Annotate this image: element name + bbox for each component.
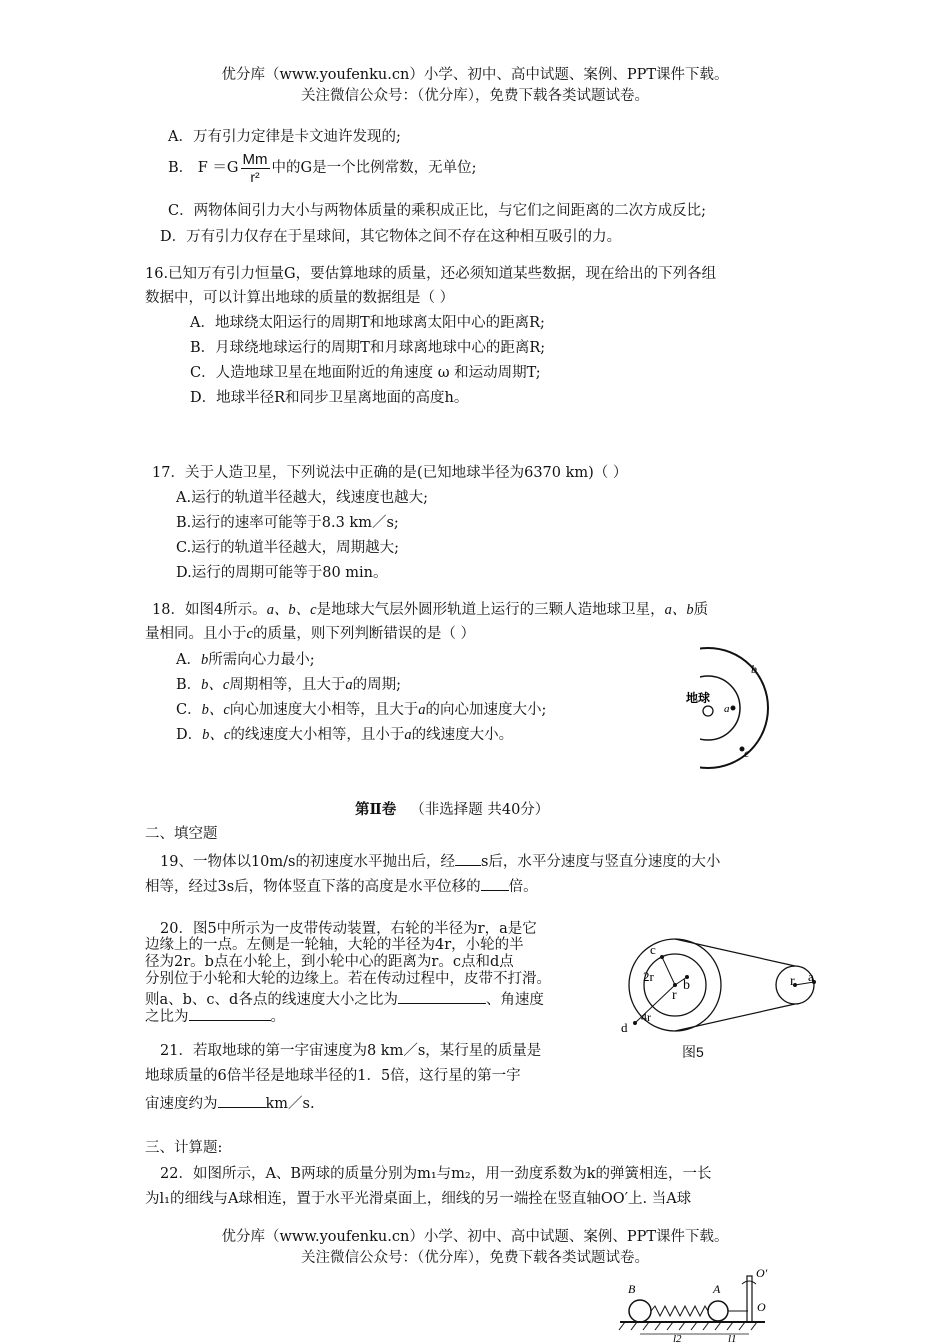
q16-stem-1: 16.已知万有引力恒量G，要估算地球的质量，还必须知道某些数据，现在给出的下列各组 [145,266,717,282]
q18-d-text: 的线速度大小相等，且小于 [230,727,405,743]
part2-title [355,801,549,819]
q18-c-text2: 的向心加速度大小; [425,702,547,718]
q15-option-d: D．万有引力仅存在于星球间，其它物体之间不存在这种相互吸引的力。 [160,229,622,245]
q18-b-var2: a [345,677,353,693]
q15-fraction-num: Mm [242,151,268,168]
q21-line3b: km／s. [265,1096,315,1112]
header-line-2: 关注微信公众号：（优分库），免费下载各类试题试卷。 [301,88,649,104]
q21-line-3 [145,1093,315,1113]
q18-b-var: b、c [201,677,230,693]
fig-label-a: A [713,1282,721,1296]
q18-b-text2: 的周期; [352,677,401,693]
q16-option-d: D．地球半径R和同步卫星离地面的高度h。 [190,390,469,406]
radius-2r [662,957,675,985]
q15-b-prefix: B． F ＝G [168,159,239,176]
q18-option-d [176,727,513,744]
fig4-label-c: c [744,746,750,760]
q17-option-c: C.运行的轨道半径越大，周期越大; [176,540,400,556]
q20-line-2: 边缘上的一点。左侧是一轮轴，大轮的半径为4r，小轮的半 [145,937,524,953]
q18-b-text: 周期相等，且大于 [229,677,346,693]
q18-stem-2a: 量相同。且小于 [145,626,247,642]
q17-stem: 17．关于人造卫星，下列说法中正确的是(已知地球半径为6370 km)（ ） [152,465,628,481]
q18-stem-1c: 质 [693,602,709,618]
q21-blank[interactable] [218,1093,266,1108]
q18-option-a [176,652,315,669]
q18-stem-2 [145,626,475,643]
q18-d-text2: 的线速度大小。 [411,727,514,743]
axle-left [673,983,677,987]
calc-heading: 三、计算题: [145,1140,223,1156]
q18-c-var: b、c [201,702,230,718]
header-line-1: 优分库（www.youfenku.cn）小学、初中、高中试题、案例、PPT课件下载。 [221,67,729,83]
part2-title-rest: （非选择题 共40分） [410,802,550,818]
fig5-label-r2: r [790,974,795,989]
q18-a-text: 所需向心力最小; [208,652,315,668]
q15-fraction-den: r² [250,169,260,185]
figure-q22-spring-system [615,1262,785,1344]
q18-d-var2: a [404,727,412,743]
q16-option-a: A．地球绕太阳运行的周期T和地球离太阳中心的距离R; [190,315,545,331]
figure-4-orbits [660,645,775,770]
q18-b-label: B． [176,677,202,693]
spring [651,1306,708,1316]
q20-line5b: 、角速度 [485,992,544,1008]
fig5-label-4r: 4r [641,1010,651,1024]
q16-option-c: C．人造地球卫星在地面附近的角速度 ω 和运动周期T; [190,365,541,381]
q18-a-var: b [200,652,209,668]
q15-option-a: A．万有引力定律是卡文迪许发现的; [168,129,401,145]
fig4-label-a: a [724,703,730,715]
fig-label-b: B [628,1282,636,1296]
q19-blank-1[interactable] [455,851,481,866]
fig-label-o-prime: O′ [756,1266,768,1280]
fig4-earth-label: 地球 [686,691,711,705]
q18-d-var: b、c [202,727,231,743]
part2-title-bold: 第Ⅱ卷 [355,801,397,818]
footer-line-1: 优分库（www.youfenku.cn）小学、初中、高中试题、案例、PPT课件下载。 [221,1229,729,1245]
q18-c-text: 向心加速度大小相等，且大于 [229,702,419,718]
q18-stem-1b: 是地球大气层外圆形轨道上运行的三颗人造地球卫星， [316,602,665,618]
point-d [633,1021,637,1025]
fig-label-l1: l1 [728,1333,737,1344]
fig-label-o: O [757,1300,766,1314]
q19-line1a: 19、一物体以10m/s的初速度水平抛出后，经 [160,854,455,870]
q17-option-b: B.运行的速率可能等于8.3 km／s; [176,515,399,531]
q18-c-var2: a [418,702,426,718]
q19-line-2 [145,876,538,896]
q16-option-b: B．月球绕地球运行的周期T和月球离地球中心的距离R; [190,340,546,356]
rotation-arrow [742,1281,756,1284]
belt-top [675,939,795,966]
q17-option-d: D.运行的周期可能等于80 min。 [176,565,388,581]
q18-var-ab: a、b [664,602,694,618]
satellite-a [731,706,736,711]
ball-a [708,1301,728,1321]
q19-blank-2[interactable] [481,876,509,891]
q15-fraction [241,152,270,184]
fig5-label-2r: 2r [643,969,654,984]
fig4-label-b: b [751,662,757,676]
q20-line6b: 。 [270,1009,285,1025]
q18-stem-1a: 18．如图4所示。 [152,602,267,618]
q20-line6a: 之比为 [145,1009,189,1025]
ball-b [629,1300,651,1322]
figure-5-belt-drive [615,935,820,1035]
q20-line-3: 径为2r。b点在小轮上，到小轮中心的距离为r。c点和d点 [145,954,514,970]
fig5-label-a: a [808,969,814,984]
q18-a-label: A． [176,652,201,668]
q19-line-1 [160,851,720,871]
q22-line-1: 22．如图所示，A、B两球的质量分别为m₁与m₂，用一劲度系数为k的弹簧相连，一长 [160,1166,712,1182]
q15-option-b [168,152,477,184]
q19-line1b: s后，水平分速度与竖直分速度的大小 [480,854,721,870]
fill-heading: 二、填空题 [145,826,218,842]
q18-option-b [176,677,401,694]
q21-line3a: 宙速度约为 [145,1096,218,1112]
q18-var-c: c [246,626,253,642]
fig-label-l2: l2 [673,1333,682,1344]
q20-line-6 [145,1006,285,1026]
q20-line-1: 20．图5中所示为一皮带传动装置，右轮的半径为r，a是它 [160,921,537,937]
q20-blank-1[interactable] [398,989,486,1004]
q18-stem-1 [152,602,708,619]
orbit-cut-mask [660,645,700,770]
footer-line-2: 关注微信公众号：（优分库），免费下载各类试题试卷。 [301,1250,649,1266]
fig5-label-c: c [650,942,656,957]
q18-c-label: C． [176,702,202,718]
q20-line5a: 则a、b、c、d各点的线速度大小之比为 [145,992,398,1008]
q22-line-2: 为l₁的细线与A球相连，置于水平光滑桌面上，细线的另一端拴在竖直轴OO′上. 当A球 [145,1191,692,1207]
q18-option-c [176,702,546,719]
figure-5-caption: 图5 [682,1044,704,1060]
q18-var-abc: a、b、c [266,602,317,618]
fig5-label-r: r [672,988,677,1003]
q20-blank-2[interactable] [189,1006,271,1021]
q15-b-suffix: 中的G是一个比例常数，无单位; [271,159,477,176]
q21-line-1: 21．若取地球的第一宇宙速度为8 km／s，某行星的质量是 [160,1043,542,1059]
q16-stem-2: 数据中，可以计算出地球的质量的数据组是（ ） [145,290,455,306]
q19-line2b: 倍。 [508,879,538,895]
q20-line-4: 分别位于小轮和大轮的边缘上。若在传动过程中，皮带不打滑。 [145,971,551,987]
point-c [660,955,664,959]
earth-circle [703,706,713,716]
vertical-axle [747,1276,752,1322]
table-hatching [619,1322,757,1330]
q18-d-label: D． [176,727,203,743]
q15-option-c: C．两物体间引力大小与两物体质量的乘积成正比，与它们之间距离的二次方成反比; [168,203,706,219]
belt-bottom [675,1004,795,1031]
q21-line-2: 地球质量的6倍半径是地球半径的1．5倍，这行星的第一宇 [145,1068,521,1084]
q17-option-a: A.运行的轨道半径越大，线速度也越大; [176,490,428,506]
fig5-label-d: d [621,1020,628,1035]
q19-line2a: 相等，经过3s后，物体竖直下落的高度是水平位移的 [145,879,481,895]
fig5-label-b: b [683,978,690,993]
q18-stem-2b: 的质量，则下列判断错误的是（ ） [252,626,476,642]
